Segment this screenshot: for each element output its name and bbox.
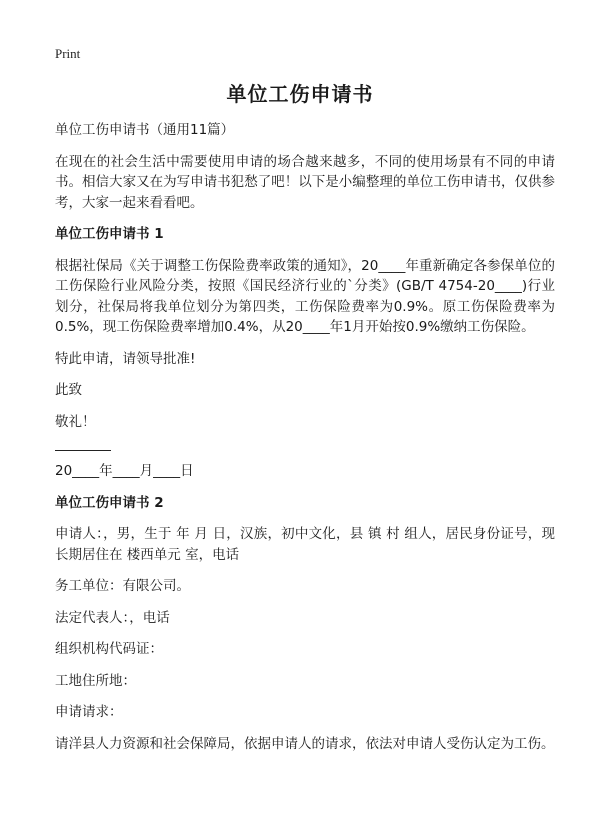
section-1-request: 特此申请，请领导批准!	[55, 350, 196, 367]
closing-line-1: 此致	[55, 382, 82, 398]
page-title: 单位工伤申请书	[226, 82, 374, 106]
address-info: 工地住所地：	[55, 672, 136, 689]
closing-line-2: 敬礼！	[55, 413, 96, 430]
document-subtitle: 单位工伤申请书（通用11篇）	[55, 122, 235, 138]
intro-paragraph: 在现在的社会生活中需要使用申请的场合越来越多，不同的使用场景有不同的申请书。相信大家又在为写申请书犯愁了吧！以下是小编整理的单位工伤申请书，仅供参考，大家一起来看看吧。	[55, 153, 555, 211]
date-line: 20____年____月____日	[55, 463, 194, 479]
request-text: 请洋县人力资源和社会保障局，依据申请人的请求，依法对申请人受伤认定为工伤。	[55, 735, 555, 752]
request-label: 申请请求：	[55, 704, 123, 720]
org-code-info: 组织机构代码证：	[55, 641, 163, 657]
legal-rep-info: 法定代表人：，电话	[55, 609, 170, 626]
applicant-info: 申请人：，男，生于 年 月 日，汉族，初中文化，县 镇 村 组人，居民身份证号，现长期居住在 楼西单元 室，电话	[55, 526, 555, 563]
signature-line	[55, 450, 111, 451]
section-1-heading: 单位工伤申请书 1	[55, 226, 164, 242]
section-1-paragraph: 根据社保局《关于调整工伤保险费率政策的通知》，20____年重新确定各参保单位的工伤保险行业风险分类，按照《国民经济行业的`分类》(GB/T 4754-20____)行业划分，社保局将我单位划分为第四类，工伤保险费率为0.9%。原工伤保险费率为0.5%，现工伤保险费率增加0.4%，从20____年1月开始按0.9%缴纳工伤保险。	[55, 257, 555, 335]
document-body	[55, 120, 555, 765]
print-link[interactable]: Print	[55, 46, 81, 61]
section-2-heading: 单位工伤申请书 2	[55, 494, 164, 511]
employer-info: 务工单位：有限公司。	[55, 578, 190, 594]
